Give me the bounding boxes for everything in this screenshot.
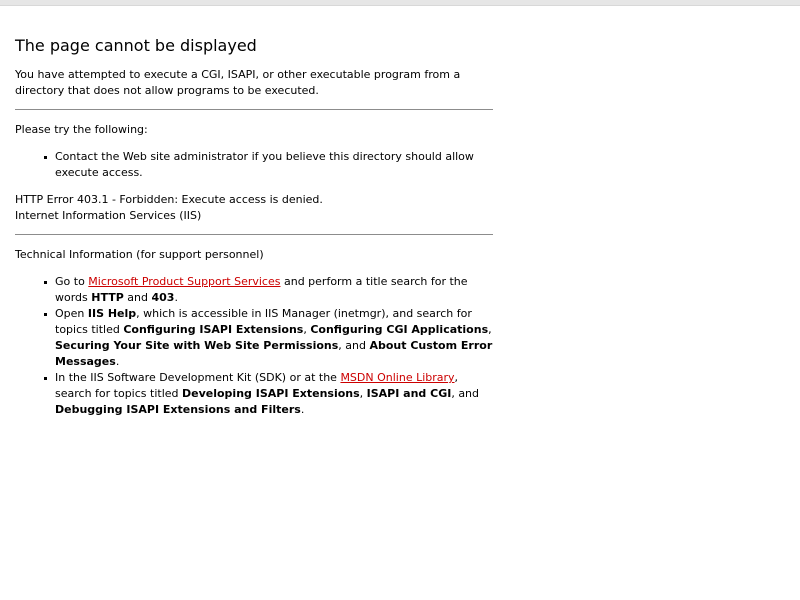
text: , which is accessible in IIS Manager (inetmgr), and search for topics titled (55, 307, 472, 336)
keyword: Developing ISAPI Extensions (182, 387, 360, 400)
try-following-label: Please try the following: (15, 123, 148, 136)
text: , search for topics titled (55, 371, 459, 400)
microsoft-support-link[interactable]: Microsoft Product Support Services (88, 275, 281, 288)
text: , and (451, 387, 480, 400)
page-title: The page cannot be displayed (15, 36, 257, 55)
keyword: IIS Help (87, 307, 137, 320)
text: , and (338, 339, 370, 352)
text: In the IIS Software Development Kit (SDK) or at the (55, 371, 341, 384)
text: and perform a title search for the words (55, 275, 468, 304)
error-description: You have attempted to execute a CGI, ISAPI, or other executable program from a directory that does not allow programs to be executed. (15, 68, 461, 97)
keyword: ISAPI and CGI (366, 387, 452, 400)
keyword: Debugging ISAPI Extensions and Filters (55, 403, 301, 416)
error-code-block (15, 192, 493, 224)
keyword: About Custom Error Messages (55, 339, 493, 368)
text: Open (55, 307, 88, 320)
keyword: Configuring ISAPI Extensions (123, 323, 304, 336)
technical-info-list (15, 274, 493, 418)
text: . (115, 355, 120, 368)
technical-info-label: Technical Information (for support personnel) (15, 248, 264, 261)
text: , (303, 323, 311, 336)
text: . (174, 291, 178, 304)
divider (15, 234, 493, 235)
browser-frame-top-border (0, 0, 800, 6)
text: and (123, 291, 152, 304)
msdn-library-link[interactable]: MSDN Online Library (340, 371, 455, 384)
tech-item-sdk (55, 370, 493, 418)
keyword: HTTP (91, 291, 124, 304)
divider (15, 109, 493, 110)
text: Go to (55, 275, 89, 288)
keyword: Securing Your Site with Web Site Permissions (55, 339, 339, 352)
text: . (300, 403, 305, 416)
iis-label-line: Internet Information Services (IIS) (15, 209, 202, 222)
keyword: Configuring CGI Applications (310, 323, 489, 336)
text: , (359, 387, 367, 400)
error-page-content (15, 36, 493, 429)
suggestions-list (15, 149, 493, 181)
tech-item-iis-help (55, 306, 493, 370)
keyword: 403 (151, 291, 175, 304)
http-error-line: HTTP Error 403.1 - Forbidden: Execute access is denied. (15, 193, 323, 206)
tech-item-support-services (55, 274, 493, 306)
text: , (488, 323, 492, 336)
suggestion-contact-admin: Contact the Web site administrator if you believe this directory should allow execute access. (55, 149, 493, 181)
